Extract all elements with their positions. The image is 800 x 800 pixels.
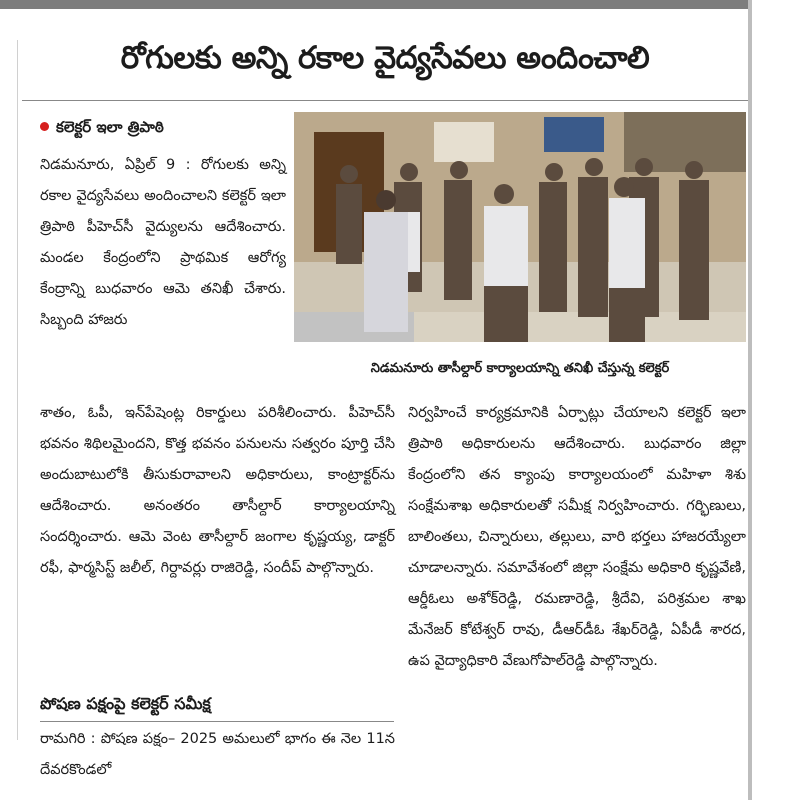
left-column-rule — [17, 40, 18, 740]
sub-article — [40, 724, 395, 786]
article-paragraph: నిర్వహించే కార్యక్రమానికి ఏర్పాట్లు చేయాలని కలెక్టర్ ఇలా త్రిపాఠి అధికారులను ఆదేశించారు. బుధవారం జిల్లా కేంద్రంలోని తన క్యాంపు కార్యాలయంలో మహిళా శిశు సంక్షేమశాఖ అధికారులతో సమీక్ష నిర్వహించారు. గర్భిణులు, బాలింతలు, చిన్నారులు, తల్లులు, వారి భర్తలు హాజరయ్యేలా చూడాలన్నారు. సమావేశంలో జిల్లా సంక్షేమ అధికారి కృష్ణవేణి, ఆర్డీఓలు అశోక్‌రెడ్డి, రమణారెడ్డి, శ్రీదేవి, పరిశ్రమల శాఖ మేనేజర్ కోటేశ్వర్ రావు, డీఆర్‌డీఓ శేఖర్‌రెడ్డి, ఏపీడీ శారద, ఉప వైద్యాధికారి వేణుగోపాల్‌రెడ్డి పాల్గొన్నారు. — [408, 405, 746, 669]
article-paragraph: నిడమనూరు, ఏప్రిల్ 9 : రోగులకు అన్ని రకాల వైద్యసేవలు అందించాలని కలెక్టర్ ఇలా త్రిపాఠి పీహెచ్‌సీ వైద్యులను ఆదేశించారు. మండల కేంద్రంలోని ప్రాథమిక ఆరోగ్య కేంద్రాన్ని బుధవారం ఆమె తనిఖీ చేశారు. సిబ్బంది హాజరు — [40, 157, 286, 328]
byline: కలెక్టర్ ఇలా త్రిపాఠి — [56, 118, 164, 136]
article-column-1-continued — [40, 398, 395, 584]
headline-rule — [22, 100, 748, 101]
headline: రోగులకు అన్ని రకాల వైద్యసేవలు అందించాలి — [120, 40, 650, 76]
right-edge-bar — [748, 0, 752, 800]
photo-caption: నిడమనూరు తాసీల్దార్ కార్యాలయాన్ని తనిఖీ చేస్తున్న కలెక్టర్ — [294, 342, 746, 396]
article-paragraph: శాతం, ఓపీ, ఇన్‌పేషెంట్ల రికార్డులు పరిశీలించారు. పీహెచ్‌సీ భవనం శిథిలమైందని, కొత్త భవనం పనులను సత్వరం పూర్తి చేసి అందుబాటులోకి తీసుకురావాలని అధికారులు, కాంట్రాక్టర్‌ను ఆదేశించారు. అనంతరం తాసీల్దార్ కార్యాలయాన్ని సందర్శించారు. ఆమె వెంట తాసీల్దార్ జంగాల కృష్ణయ్య, డాక్టర్ రఫీ, ఫార్మసిస్ట్ జలీల్, గిర్దావర్లు రాజిరెడ్డి, సందీప్ పాల్గొన్నారు. — [40, 405, 395, 576]
article-paragraph: రామగిరి : పోషణ పక్షం– 2025 అమలులో భాగం ఈ నెల 11న దేవరకొండలో — [40, 731, 395, 778]
article-column-2 — [408, 398, 746, 677]
article-column-1 — [40, 150, 286, 336]
red-bullet-icon — [40, 122, 49, 131]
subheadline: పోషణ పక్షంపై కలెక్టర్ సమీక్ష — [40, 694, 211, 713]
top-bar — [0, 0, 748, 9]
subheadline-rule — [40, 721, 394, 722]
